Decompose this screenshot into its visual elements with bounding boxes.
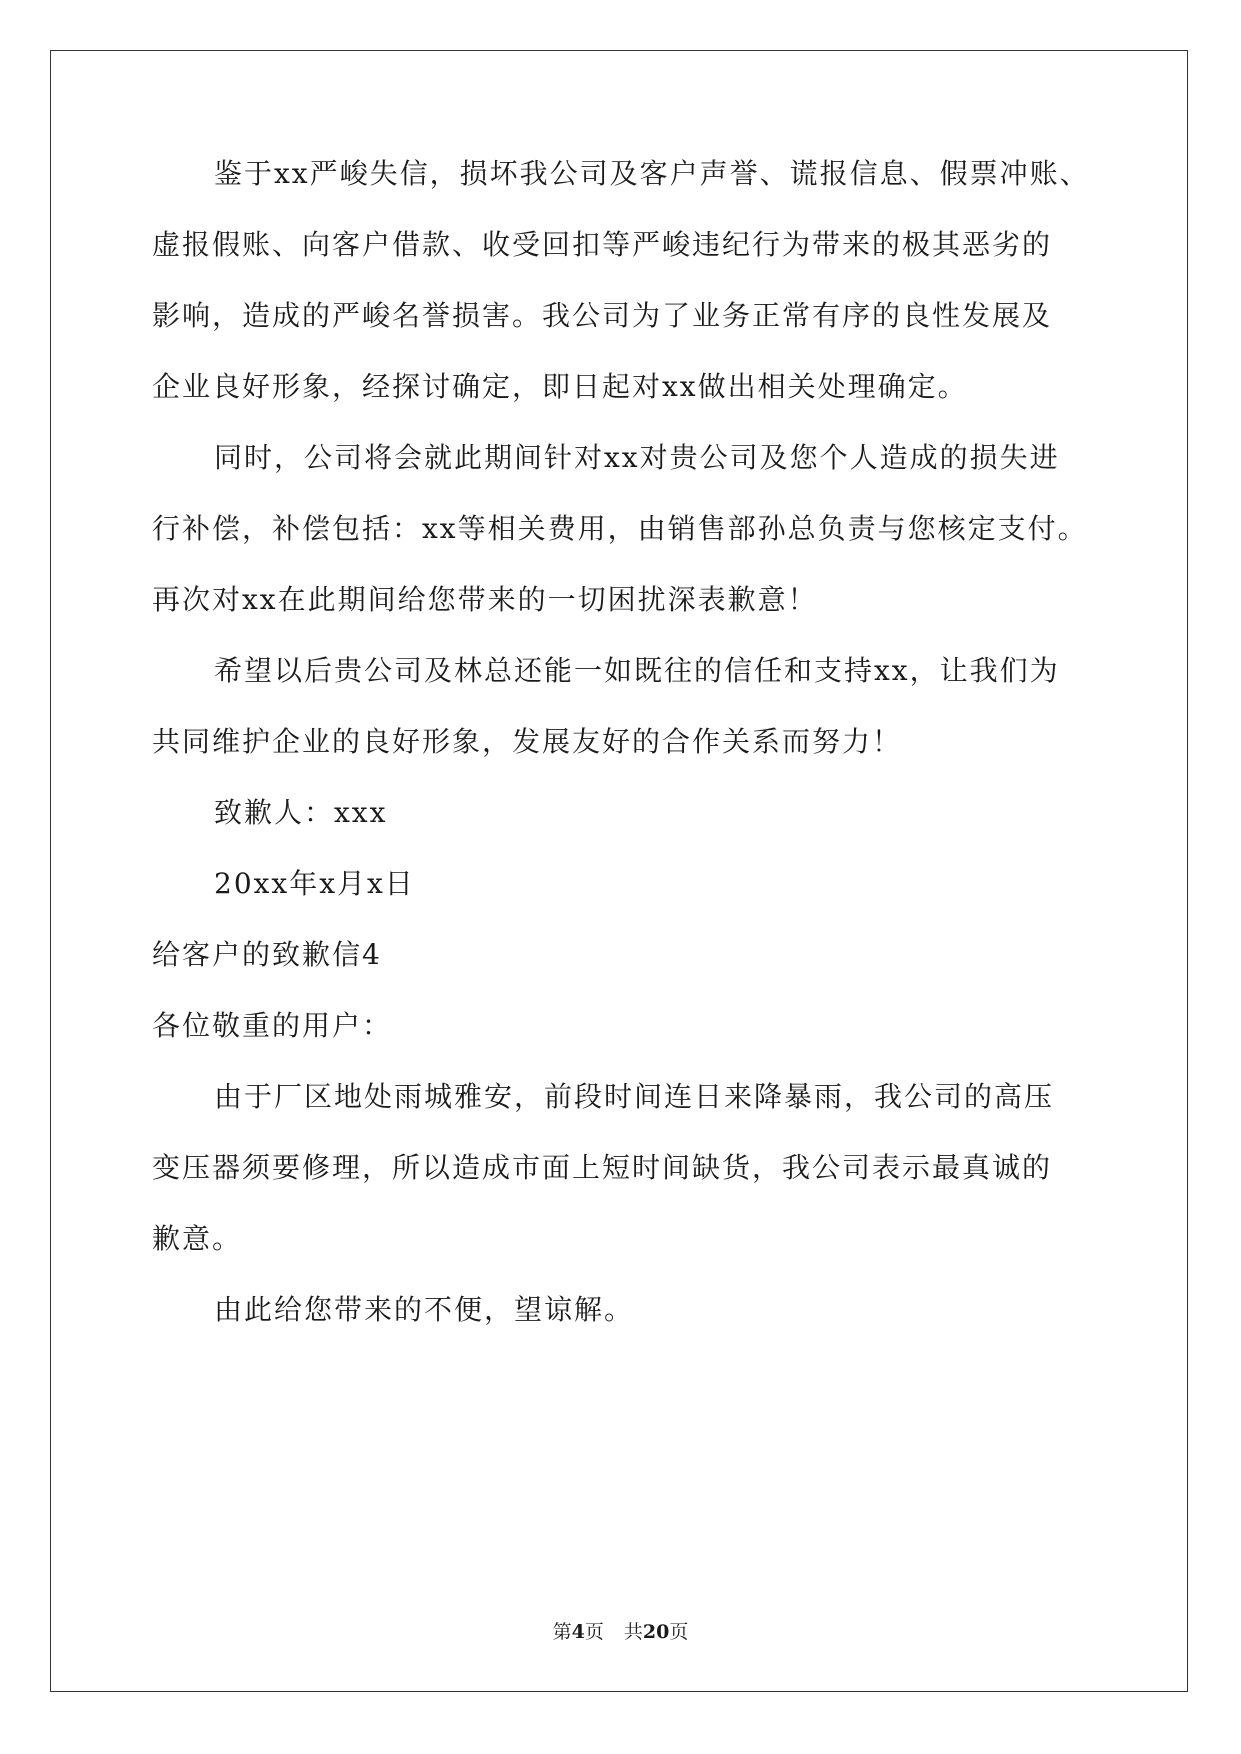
page-number: 4: [571, 1621, 585, 1643]
salutation: 各位敬重的用户：: [152, 1009, 393, 1042]
total-suffix: 页: [669, 1621, 689, 1643]
page-prefix: 第: [552, 1621, 572, 1643]
section-title: 给客户的致歉信4: [152, 938, 382, 971]
page-suffix: 页: [584, 1621, 604, 1643]
date-line: 20xx年x月x日: [214, 867, 415, 900]
text-line: 同时，公司将会就此期间针对xx对贵公司及您个人造成的损失进: [214, 441, 1060, 474]
text-line: 由于厂区地处雨城雅安，前段时间连日来降暴雨，我公司的高压: [214, 1080, 1055, 1113]
text-line: 共同维护企业的良好形象，发展友好的合作关系而努力！: [152, 725, 903, 758]
text-line: 虚报假账、向客户借款、收受回扣等严峻违纪行为带来的极其恶劣的: [152, 228, 1053, 261]
text-line: 歉意。: [152, 1222, 243, 1255]
text-line: 希望以后贵公司及林总还能一如既往的信任和支持xx，让我们为: [214, 654, 1060, 687]
text-line: 再次对xx在此期间给您带来的一切困扰深表歉意！: [152, 583, 818, 616]
total-prefix: 共: [623, 1621, 643, 1643]
text-line: 影响，造成的严峻名誉损害。我公司为了业务正常有序的良性发展及: [152, 299, 1053, 332]
signature-line: 致歉人：xxx: [214, 796, 388, 829]
text-line: 由此给您带来的不便，望谅解。: [214, 1293, 635, 1326]
total-pages: 20: [642, 1621, 670, 1643]
text-line: 鉴于xx严峻失信，损坏我公司及客户声誉、谎报信息、假票冲账、: [214, 157, 1090, 190]
text-line: 变压器须要修理，所以造成市面上短时间缺货，我公司表示最真诚的: [152, 1151, 1053, 1184]
text-line: 企业良好形象，经探讨确定，即日起对xx做出相关处理确定。: [152, 370, 968, 403]
text-line: 行补偿，补偿包括：xx等相关费用，由销售部孙总负责与您核定支付。: [152, 512, 1088, 545]
page-footer: [0, 1620, 1241, 1644]
